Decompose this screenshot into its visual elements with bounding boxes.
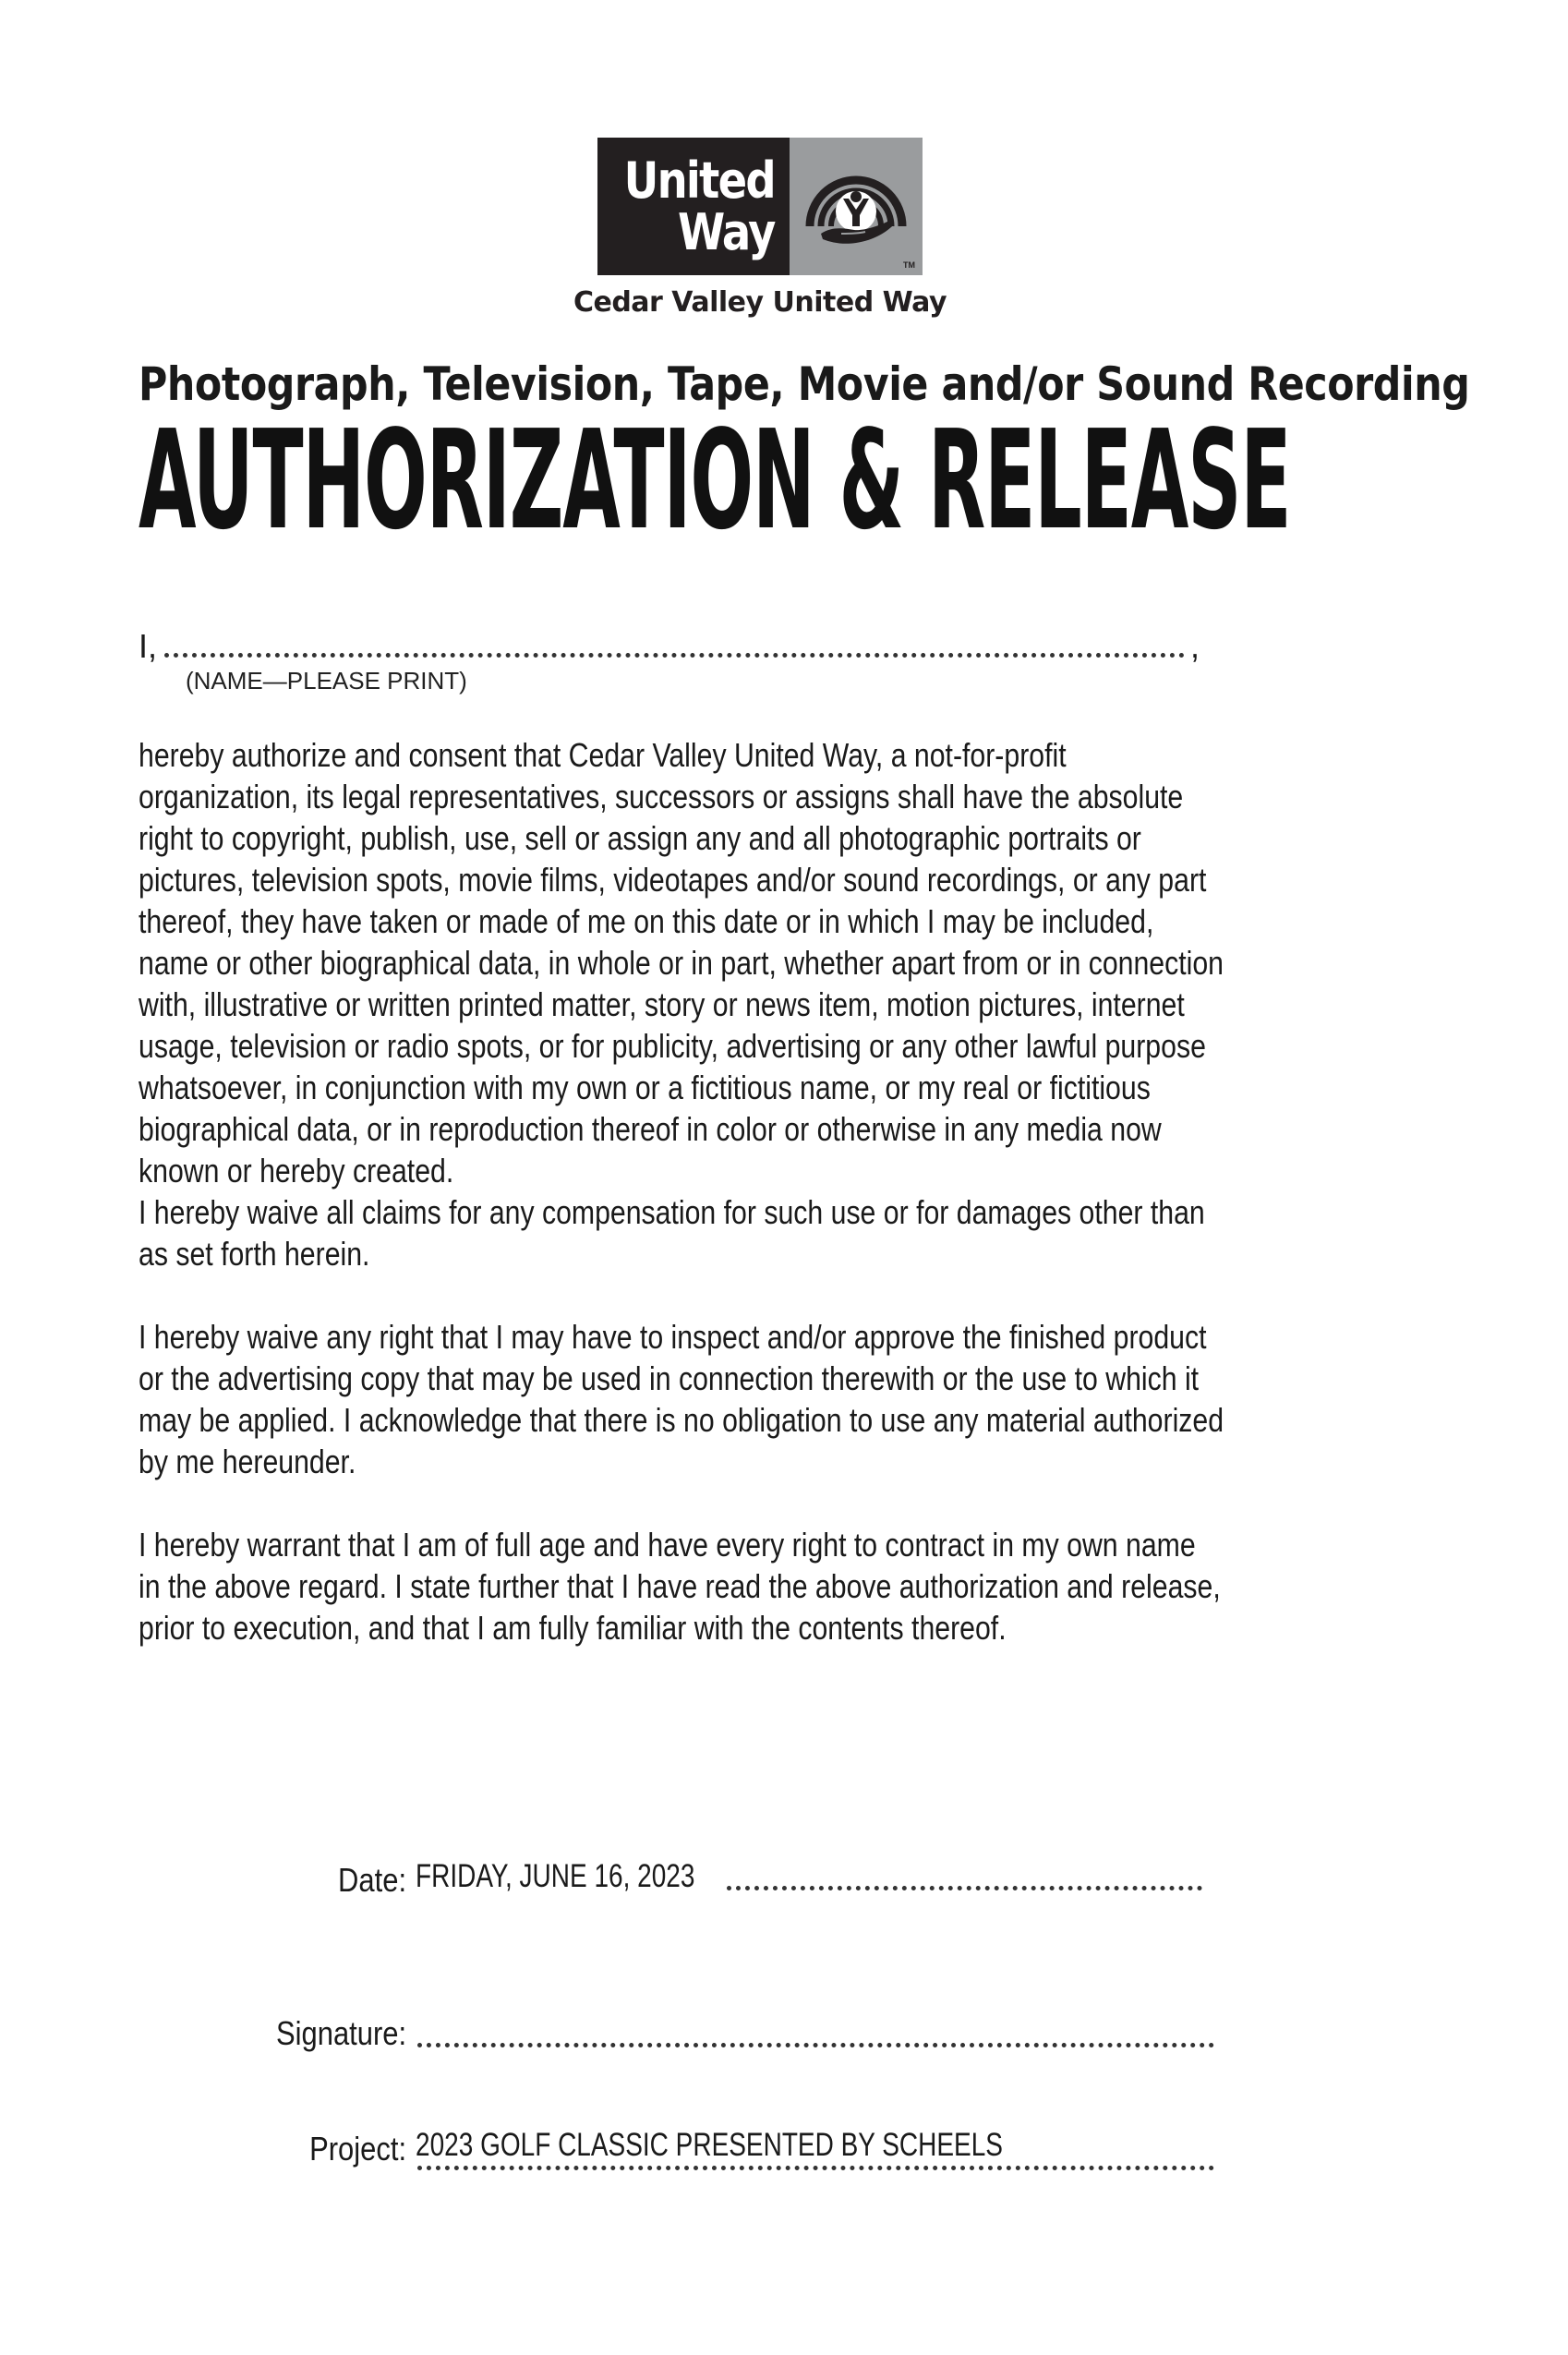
trademark-mark: TM (903, 260, 915, 270)
date-field (0, 1853, 1219, 1899)
signature-line (417, 2043, 1214, 2047)
date-label: Date: (337, 1861, 406, 1899)
united-way-logo (597, 138, 923, 275)
logo-word-way: Way (678, 202, 775, 261)
name-input-line[interactable] (164, 653, 1185, 658)
warranty-paragraph: I hereby warrant that I am of full age and have every right to contract in my own name in the above regard. I state further that I have read the above authorization and release, prior to execution, and that I am fully familiar with the contents thereof. (139, 1526, 1221, 1647)
signature-label: Signature: (275, 2014, 406, 2052)
united-way-hand-rainbow-icon (790, 138, 923, 275)
name-prefix: I, (139, 627, 158, 665)
name-suffix: , (1190, 627, 1200, 665)
form-title: AUTHORIZATION & RELEASE (139, 401, 1291, 560)
authorization-paragraph: hereby authorize and consent that Cedar Valley United Way, a not-for-profit organization, its legal representatives, successors or assigns shall have the absolute right to copyright, publish, use, sell or assign any and all photographic portraits or pictures, television spots, movie films, videotapes and/or sound recordings, or any part thereof, they have taken or made of me on this date or in which I may be included, name or other biographical data, in whole or in part, whether apart from or in connection with, illustrative or written printed matter, story or news item, motion pictures, internet usage, television or radio spots, or for publicity, advertising or any other lawful purpose whatsoever, in conjunction with my own or a fictitious name, or my real or fictitious biographical data, or in reproduction thereof in color or otherwise in any media now known or hereby created. (139, 736, 1224, 1190)
compensation-waiver-paragraph: I hereby waive all claims for any compensation for such use or for damages other than as set forth herein. (139, 1193, 1205, 1273)
project-value[interactable]: 2023 GOLF CLASSIC PRESENTED BY SCHEELS (416, 2127, 1003, 2163)
project-line (417, 2166, 1214, 2170)
form-subtitle: Photograph, Television, Tape, Movie and/or Sound Recording (139, 357, 1470, 411)
date-line (727, 1886, 1202, 1890)
inspection-waiver-paragraph: I hereby waive any right that I may have to inspect and/or approve the finished product or the advertising copy that may be used in connection therewith or the use to which it may be applied. I acknowledge that there is no obligation to use any material authorized by me hereunder. (139, 1318, 1224, 1480)
date-value[interactable]: FRIDAY, JUNE 16, 2023 (416, 1858, 695, 1894)
name-field-row (139, 619, 1200, 665)
name-caption: (NAME—PLEASE PRINT) (186, 667, 467, 694)
project-field (0, 2121, 1219, 2168)
logo-word-united: United (623, 151, 775, 210)
organization-name: Cedar Valley United Way (573, 286, 947, 319)
logo-wordmark (597, 138, 790, 275)
project-label: Project: (309, 2130, 406, 2168)
